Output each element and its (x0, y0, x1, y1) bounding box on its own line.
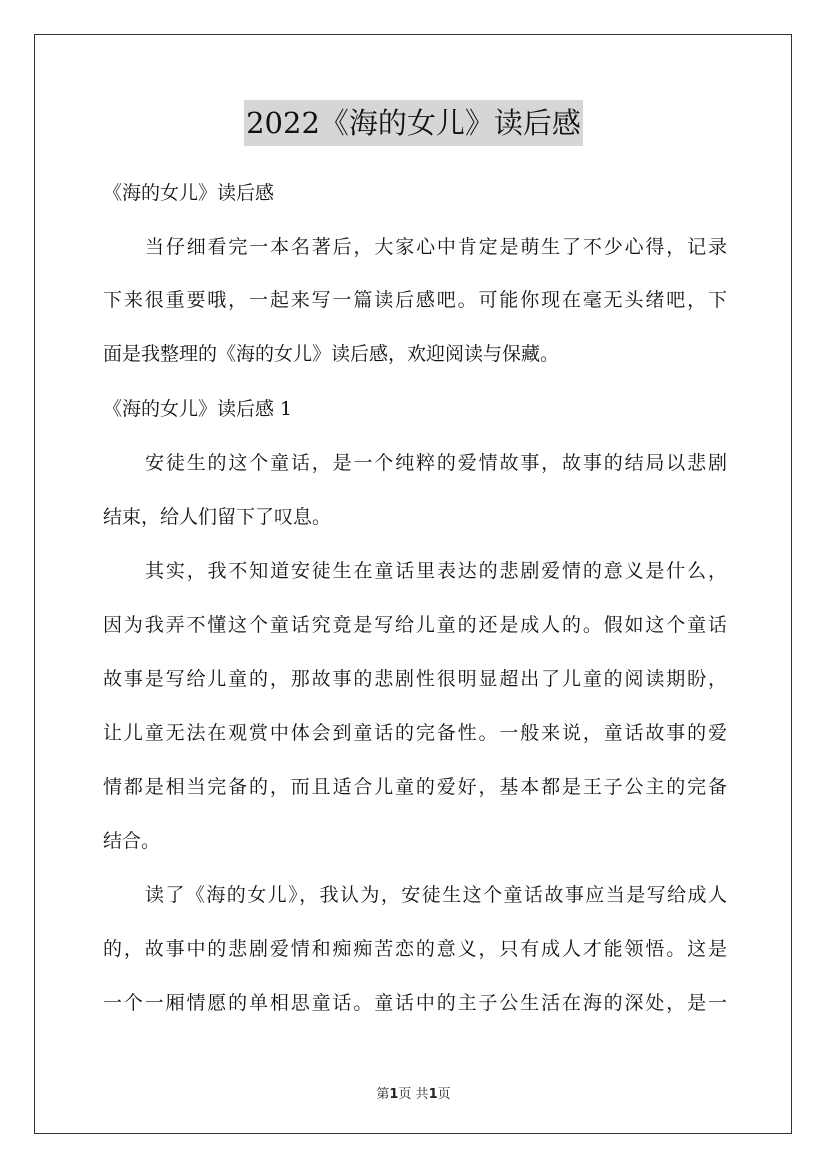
paragraph-line: 让儿童无法在观赏中体会到童话的完备性。一般来说，童话故事的爱 (103, 722, 727, 744)
paragraph-line: 故事是写给儿童的，那故事的悲剧性很明显超出了儿童的阅读期盼， (103, 668, 727, 690)
page-mid: 页 共 (398, 1087, 429, 1102)
paragraph-line: 当仔细看完一本名著后，大家心中肯定是萌生了不少心得，记录 (145, 236, 727, 258)
paragraph-line: 结合。 (103, 830, 161, 852)
paragraph-line: 其实，我不知道安徒生在童话里表达的悲剧爱情的意义是什么， (145, 560, 727, 582)
document-title: 2022《海的女儿》读后感 (244, 100, 583, 146)
section-heading: 《海的女儿》读后感 1 (103, 398, 293, 420)
paragraph-line: 下来很重要哦，一起来写一篇读后感吧。可能你现在毫无头绪吧，下 (103, 289, 727, 311)
paragraph-line: 读了《海的女儿》，我认为，安徒生这个童话故事应当是写给成人 (145, 884, 727, 906)
paragraph-line: 的，故事中的悲剧爱情和痴痴苦恋的意义，只有成人才能领悟。这是 (103, 938, 727, 960)
paragraph-line: 面是我整理的《海的女儿》读后感，欢迎阅读与保藏。 (103, 343, 560, 365)
page-footer (0, 1083, 827, 1102)
paragraph-line: 一个一厢情愿的单相思童话。童话中的主子公生活在海的深处，是一 (103, 992, 727, 1014)
section-heading: 《海的女儿》读后感 (103, 182, 275, 204)
paragraph-line: 安徒生的这个童话，是一个纯粹的爱情故事，故事的结局以悲剧 (145, 452, 727, 474)
page-suffix: 页 (437, 1087, 451, 1102)
page-prefix: 第 (376, 1087, 390, 1102)
title-container (0, 100, 827, 146)
paragraph-line: 因为我弄不懂这个童话究竟是写给儿童的还是成人的。假如这个童话 (103, 614, 727, 636)
paragraph-line: 情都是相当完备的，而且适合儿童的爱好，基本都是王子公主的完备 (103, 776, 727, 798)
page-total: 1 (428, 1087, 438, 1102)
paragraph-line: 结束，给人们留下了叹息。 (103, 506, 332, 528)
page-number: 1 (389, 1087, 399, 1102)
